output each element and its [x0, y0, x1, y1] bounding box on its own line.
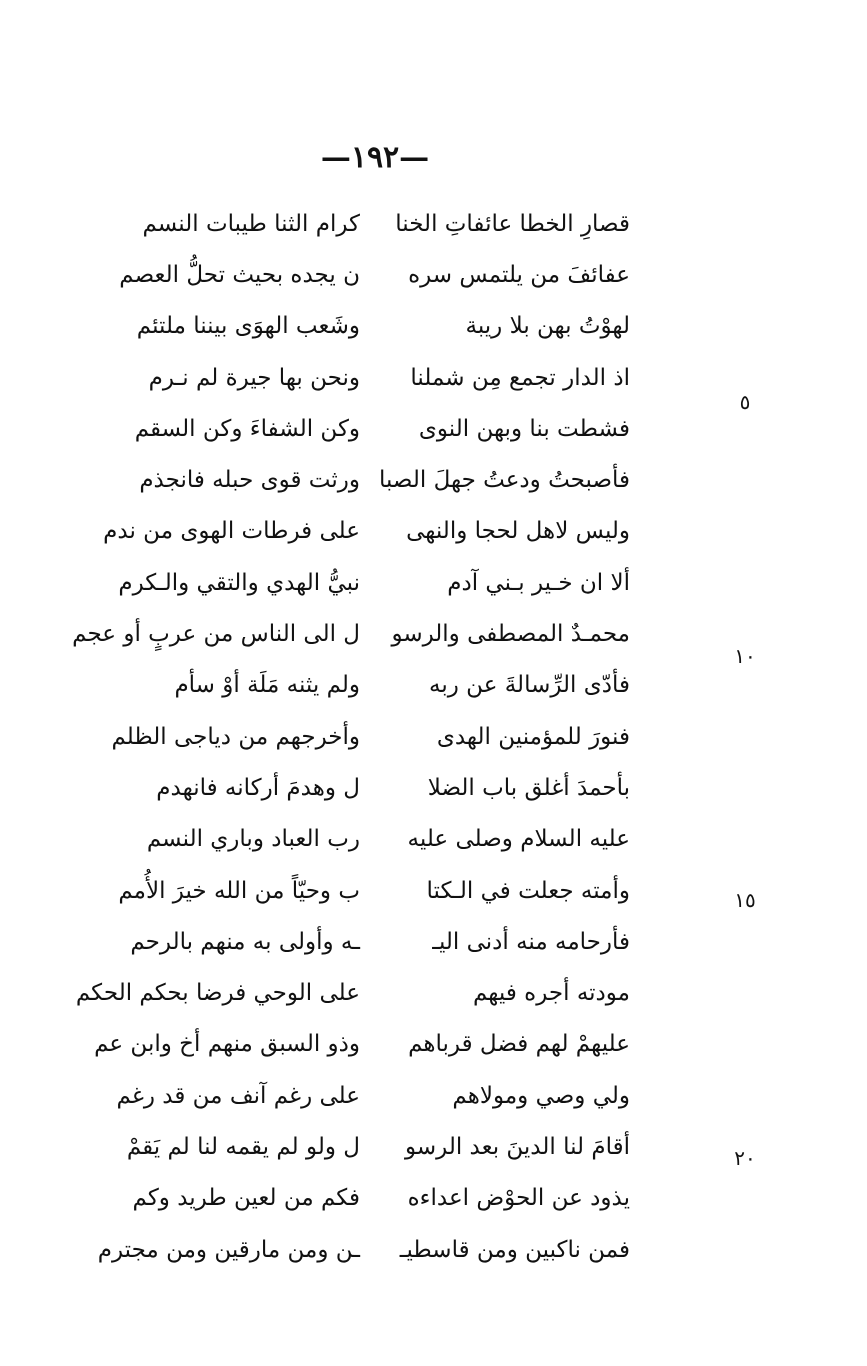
verse: [75, 967, 630, 1018]
verse-second-hemistich: وذو السبق منهم أخ وابن عم: [94, 1031, 360, 1058]
verse-first-hemistich: لهوْتُ بهن بلا ريبة: [465, 313, 630, 340]
verse-first-hemistich: أقامَ لنا الدينَ بعد الرسو: [404, 1133, 630, 1160]
poem: [72, 198, 630, 1275]
verse-first-hemistich: ألا ان خـير بـني آدم: [447, 569, 630, 596]
verse: [110, 557, 630, 608]
verse-second-hemistich: فكم من لعين طريد وكم: [132, 1185, 360, 1212]
verse-second-hemistich: ل ولو لم يقمه لنا لم يَقمْ: [126, 1133, 360, 1160]
verse-first-hemistich: عليه السلام وصلى عليه: [407, 826, 630, 853]
verse-second-hemistich: على فرطات الهوى من ندم: [103, 518, 360, 545]
verse: [110, 249, 630, 300]
verse-second-hemistich: ن يجده بحيث تحلُّ العصم: [119, 261, 360, 288]
verse-second-hemistich: وأخرجهم من دياجى الظلم: [111, 723, 360, 750]
verse-second-hemistich: نبيُّ الهدي والتقي والـكرم: [118, 569, 360, 596]
verse-first-hemistich: بأحمدَ أغلق باب الضلا: [427, 774, 630, 801]
verse-second-hemistich: ل وهدمَ أركانه فانهدم: [156, 774, 360, 801]
verse: [110, 454, 630, 505]
verse-second-hemistich: رب العباد وباري النسم: [146, 826, 360, 853]
verse: [110, 660, 630, 711]
verse: [110, 198, 630, 249]
verse: [110, 1121, 630, 1172]
verse: [110, 762, 630, 813]
verse-first-hemistich: عفائفَ من يلتمس سره: [408, 261, 630, 288]
verse-first-hemistich: فأدّى الرِّسالةَ عن ربه: [429, 672, 630, 699]
verse: [110, 1070, 630, 1121]
page-number: —١٩٢—: [320, 140, 430, 175]
verse: [110, 814, 630, 865]
verse: [110, 1173, 630, 1224]
verse-second-hemistich: ولم يثنه مَلَة أوْ سأم: [174, 672, 360, 699]
verse: [110, 916, 630, 967]
verse-first-hemistich: فشطت بنا وبهن النوى: [418, 415, 630, 442]
verse-first-hemistich: عليهمْ لهم فضل قرباهم: [408, 1031, 630, 1058]
line-number-10: ١٠: [734, 644, 756, 668]
verse-first-hemistich: قصارِ الخطا عائفاتِ الخنا: [395, 210, 630, 237]
verse-second-hemistich: ـه وأولى به منهم بالرحم: [130, 928, 360, 955]
verse-second-hemistich: ب وحيّاً من الله خيرَ الأُمم: [118, 877, 360, 904]
line-number-15: ١٥: [734, 888, 756, 912]
verse: [110, 352, 630, 403]
verse-second-hemistich: وكن الشفاءَ وكن السقم: [134, 415, 360, 442]
verse-first-hemistich: وأمته جعلت في الـكتا: [426, 877, 630, 904]
line-number-20: ٢٠: [734, 1146, 756, 1170]
verse: [110, 711, 630, 762]
verse-first-hemistich: وليس لاهل لحجا والنهى: [406, 518, 630, 545]
verse-second-hemistich: ونحن بها جيرة لم نـرم: [148, 364, 360, 391]
verse-first-hemistich: فنورَ للمؤمنين الهدى: [436, 723, 630, 750]
line-number-5: ٥: [739, 390, 751, 414]
verse-second-hemistich: على رغم آنف من قد رغم: [116, 1082, 360, 1109]
verse: [103, 506, 630, 557]
verse: [72, 608, 630, 659]
verse-first-hemistich: ولي وصي ومولاهم: [452, 1082, 630, 1109]
verse-second-hemistich: على الوحي فرضا بحكم الحكم: [75, 980, 360, 1007]
verse: [94, 1019, 630, 1070]
verse: [97, 1224, 630, 1275]
verse-first-hemistich: فمن ناكبين ومن قاسطيـ: [399, 1236, 630, 1263]
verse-first-hemistich: فأصبحتُ ودعتُ جهلَ الصبا: [378, 467, 630, 494]
verse: [110, 403, 630, 454]
verse-first-hemistich: فأرحامه منه أدنى اليـ: [432, 928, 630, 955]
verse-second-hemistich: ل الى الناس من عربٍ أو عجم: [72, 621, 360, 648]
verse: [110, 865, 630, 916]
verse: [110, 301, 630, 352]
verse-first-hemistich: اذ الدار تجمع مِن شملنا: [410, 364, 630, 391]
verse-first-hemistich: محمـدٌ المصطفى والرسو: [391, 621, 630, 648]
verse-second-hemistich: كرام الثنا طيبات النسم: [142, 210, 360, 237]
verse-second-hemistich: ورثت قوى حبله فانجذم: [139, 467, 360, 494]
verse-second-hemistich: ـن ومن مارقين ومن مجترم: [97, 1236, 360, 1263]
verse-first-hemistich: مودته أجره فيهم: [473, 980, 630, 1007]
verse-first-hemistich: يذود عن الحوْض اعداءه: [407, 1185, 630, 1212]
verse-second-hemistich: وشَعب الهوَى بيننا ملتئم: [136, 313, 360, 340]
